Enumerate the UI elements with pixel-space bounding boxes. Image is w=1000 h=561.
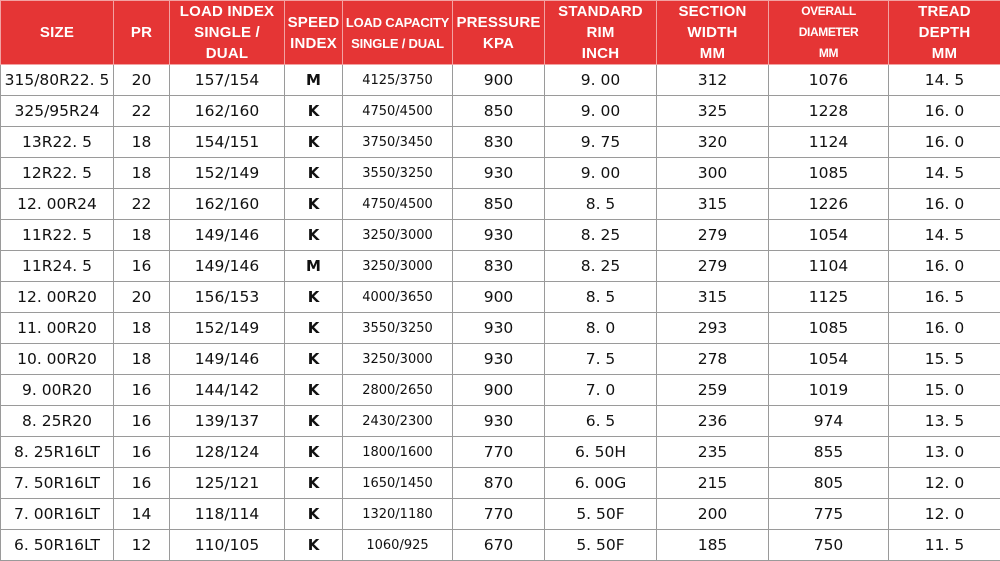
cell-size: 11R24. 5 [1, 251, 114, 282]
cell-tread-depth: 13. 5 [889, 406, 1000, 437]
header-row [1, 1, 1000, 65]
cell-standard-rim: 5. 50F [545, 530, 657, 561]
cell-pressure: 930 [453, 220, 545, 251]
cell-pr: 18 [114, 344, 170, 375]
cell-section-width: 312 [657, 65, 769, 96]
cell-section-width: 315 [657, 282, 769, 313]
cell-load-capacity: 1060/925 [343, 530, 453, 561]
cell-pr: 22 [114, 189, 170, 220]
cell-pr: 16 [114, 406, 170, 437]
cell-load-index: 128/124 [170, 437, 285, 468]
cell-tread-depth: 14. 5 [889, 220, 1000, 251]
header-load-capacity [343, 1, 453, 65]
cell-size: 11R22. 5 [1, 220, 114, 251]
header-standard-rim [545, 1, 657, 65]
cell-tread-depth: 11. 5 [889, 530, 1000, 561]
cell-section-width: 320 [657, 127, 769, 158]
cell-tread-depth: 16. 5 [889, 282, 1000, 313]
cell-speed-index: K [285, 437, 343, 468]
cell-standard-rim: 8. 5 [545, 189, 657, 220]
cell-load-capacity: 1650/1450 [343, 468, 453, 499]
cell-section-width: 325 [657, 96, 769, 127]
cell-load-index: 156/153 [170, 282, 285, 313]
table-row [1, 251, 1000, 282]
cell-section-width: 293 [657, 313, 769, 344]
cell-load-capacity: 3250/3000 [343, 220, 453, 251]
table-row [1, 344, 1000, 375]
cell-section-width: 235 [657, 437, 769, 468]
cell-overall-diameter: 1104 [769, 251, 889, 282]
cell-pr: 16 [114, 251, 170, 282]
header-pressure-line-2: KPA [483, 35, 514, 52]
cell-pr: 18 [114, 220, 170, 251]
table-row [1, 499, 1000, 530]
cell-tread-depth: 16. 0 [889, 189, 1000, 220]
cell-tread-depth: 16. 0 [889, 96, 1000, 127]
cell-speed-index: K [285, 158, 343, 189]
cell-speed-index: K [285, 468, 343, 499]
cell-load-capacity: 4750/4500 [343, 96, 453, 127]
cell-load-index: 125/121 [170, 468, 285, 499]
cell-size: 7. 00R16LT [1, 499, 114, 530]
header-standard-rim-line-1: STANDARD RIM [558, 3, 643, 41]
cell-pressure: 930 [453, 313, 545, 344]
cell-standard-rim: 7. 0 [545, 375, 657, 406]
cell-standard-rim: 8. 0 [545, 313, 657, 344]
cell-pressure: 870 [453, 468, 545, 499]
cell-tread-depth: 13. 0 [889, 437, 1000, 468]
cell-tread-depth: 16. 0 [889, 127, 1000, 158]
cell-speed-index: K [285, 282, 343, 313]
cell-load-capacity: 2430/2300 [343, 406, 453, 437]
cell-load-index: 154/151 [170, 127, 285, 158]
header-section-width-line-1: SECTION WIDTH [678, 3, 746, 41]
cell-load-capacity: 2800/2650 [343, 375, 453, 406]
header-pr-line-1: PR [131, 24, 152, 41]
cell-pressure: 770 [453, 499, 545, 530]
cell-overall-diameter: 775 [769, 499, 889, 530]
table-row [1, 437, 1000, 468]
table-row [1, 313, 1000, 344]
cell-overall-diameter: 974 [769, 406, 889, 437]
header-pressure-line-1: PRESSURE [456, 14, 540, 31]
table-row [1, 468, 1000, 499]
header-pressure [453, 1, 545, 65]
cell-section-width: 185 [657, 530, 769, 561]
cell-tread-depth: 12. 0 [889, 468, 1000, 499]
table-header [1, 1, 1000, 65]
cell-load-capacity: 3250/3000 [343, 344, 453, 375]
cell-tread-depth: 16. 0 [889, 251, 1000, 282]
cell-standard-rim: 8. 25 [545, 251, 657, 282]
table-row [1, 220, 1000, 251]
cell-pr: 22 [114, 96, 170, 127]
cell-speed-index: K [285, 313, 343, 344]
cell-standard-rim: 9. 00 [545, 65, 657, 96]
cell-load-capacity: 3550/3250 [343, 158, 453, 189]
cell-load-capacity: 1800/1600 [343, 437, 453, 468]
cell-speed-index: K [285, 530, 343, 561]
header-overall-diameter [769, 1, 889, 65]
table-row [1, 282, 1000, 313]
cell-section-width: 279 [657, 220, 769, 251]
cell-overall-diameter: 1125 [769, 282, 889, 313]
header-overall-diameter-line-2: MM [819, 46, 838, 60]
cell-overall-diameter: 805 [769, 468, 889, 499]
cell-speed-index: K [285, 375, 343, 406]
cell-pressure: 900 [453, 375, 545, 406]
cell-pr: 12 [114, 530, 170, 561]
header-tread-depth [889, 1, 1000, 65]
cell-load-index: 149/146 [170, 220, 285, 251]
header-tread-depth-line-2: MM [932, 45, 957, 62]
cell-pressure: 930 [453, 158, 545, 189]
cell-overall-diameter: 1085 [769, 313, 889, 344]
cell-speed-index: K [285, 406, 343, 437]
header-speed-index [285, 1, 343, 65]
cell-speed-index: M [285, 251, 343, 282]
cell-load-capacity: 4750/4500 [343, 189, 453, 220]
cell-size: 325/95R24 [1, 96, 114, 127]
cell-pressure: 850 [453, 96, 545, 127]
cell-tread-depth: 12. 0 [889, 499, 1000, 530]
cell-pressure: 670 [453, 530, 545, 561]
cell-load-index: 149/146 [170, 344, 285, 375]
cell-load-index: 118/114 [170, 499, 285, 530]
cell-pr: 16 [114, 375, 170, 406]
table-row [1, 158, 1000, 189]
cell-tread-depth: 15. 0 [889, 375, 1000, 406]
cell-section-width: 300 [657, 158, 769, 189]
cell-load-index: 152/149 [170, 158, 285, 189]
cell-standard-rim: 9. 00 [545, 158, 657, 189]
cell-load-index: 162/160 [170, 189, 285, 220]
header-speed-index-line-2: INDEX [290, 35, 337, 52]
table-body [1, 65, 1000, 561]
cell-speed-index: K [285, 96, 343, 127]
cell-load-index: 110/105 [170, 530, 285, 561]
cell-pr: 14 [114, 499, 170, 530]
header-size [1, 1, 114, 65]
cell-overall-diameter: 1019 [769, 375, 889, 406]
cell-pr: 20 [114, 65, 170, 96]
cell-section-width: 279 [657, 251, 769, 282]
cell-section-width: 200 [657, 499, 769, 530]
table-row [1, 65, 1000, 96]
cell-standard-rim: 8. 5 [545, 282, 657, 313]
cell-standard-rim: 9. 75 [545, 127, 657, 158]
cell-overall-diameter: 1124 [769, 127, 889, 158]
cell-load-index: 157/154 [170, 65, 285, 96]
table-row [1, 189, 1000, 220]
cell-overall-diameter: 1226 [769, 189, 889, 220]
header-load-capacity-line-2: SINGLE / DUAL [351, 36, 444, 51]
cell-overall-diameter: 1054 [769, 220, 889, 251]
cell-pr: 16 [114, 468, 170, 499]
cell-load-capacity: 4125/3750 [343, 65, 453, 96]
cell-standard-rim: 6. 50H [545, 437, 657, 468]
header-section-width-line-2: MM [700, 45, 725, 62]
cell-size: 8. 25R16LT [1, 437, 114, 468]
cell-load-index: 139/137 [170, 406, 285, 437]
cell-overall-diameter: 855 [769, 437, 889, 468]
header-load-index [170, 1, 285, 65]
cell-pr: 18 [114, 313, 170, 344]
cell-load-capacity: 4000/3650 [343, 282, 453, 313]
cell-pressure: 900 [453, 282, 545, 313]
cell-speed-index: M [285, 65, 343, 96]
cell-size: 12. 00R24 [1, 189, 114, 220]
cell-size: 12R22. 5 [1, 158, 114, 189]
cell-pressure: 830 [453, 251, 545, 282]
cell-section-width: 278 [657, 344, 769, 375]
cell-tread-depth: 14. 5 [889, 158, 1000, 189]
cell-load-index: 149/146 [170, 251, 285, 282]
cell-load-capacity: 3550/3250 [343, 313, 453, 344]
cell-standard-rim: 5. 50F [545, 499, 657, 530]
cell-size: 13R22. 5 [1, 127, 114, 158]
cell-speed-index: K [285, 189, 343, 220]
cell-pressure: 770 [453, 437, 545, 468]
header-tread-depth-line-1: TREAD DEPTH [918, 3, 971, 41]
cell-load-index: 162/160 [170, 96, 285, 127]
table-row [1, 406, 1000, 437]
cell-pressure: 930 [453, 406, 545, 437]
header-pr [114, 1, 170, 65]
cell-speed-index: K [285, 127, 343, 158]
cell-size: 9. 00R20 [1, 375, 114, 406]
table-row [1, 127, 1000, 158]
cell-size: 12. 00R20 [1, 282, 114, 313]
cell-pressure: 900 [453, 65, 545, 96]
cell-size: 7. 50R16LT [1, 468, 114, 499]
header-load-index-line-1: LOAD INDEX [180, 3, 275, 20]
cell-standard-rim: 8. 25 [545, 220, 657, 251]
cell-speed-index: K [285, 344, 343, 375]
cell-load-capacity: 3750/3450 [343, 127, 453, 158]
cell-size: 6. 50R16LT [1, 530, 114, 561]
cell-pressure: 850 [453, 189, 545, 220]
cell-overall-diameter: 1076 [769, 65, 889, 96]
cell-speed-index: K [285, 499, 343, 530]
cell-standard-rim: 7. 5 [545, 344, 657, 375]
header-overall-diameter-line-1: OVERALL DIAMETER [799, 4, 858, 39]
cell-load-index: 152/149 [170, 313, 285, 344]
cell-pressure: 830 [453, 127, 545, 158]
cell-tread-depth: 15. 5 [889, 344, 1000, 375]
cell-load-capacity: 3250/3000 [343, 251, 453, 282]
cell-pr: 20 [114, 282, 170, 313]
header-section-width [657, 1, 769, 65]
cell-section-width: 215 [657, 468, 769, 499]
cell-tread-depth: 16. 0 [889, 313, 1000, 344]
cell-section-width: 236 [657, 406, 769, 437]
table-row [1, 375, 1000, 406]
header-standard-rim-line-2: INCH [582, 45, 619, 62]
cell-size: 315/80R22. 5 [1, 65, 114, 96]
table-row [1, 96, 1000, 127]
header-size-line-1: SIZE [40, 24, 74, 41]
cell-load-index: 144/142 [170, 375, 285, 406]
cell-pr: 18 [114, 127, 170, 158]
cell-pr: 16 [114, 437, 170, 468]
header-load-index-line-2: SINGLE / DUAL [194, 24, 260, 62]
cell-overall-diameter: 1054 [769, 344, 889, 375]
cell-standard-rim: 6. 5 [545, 406, 657, 437]
cell-overall-diameter: 1085 [769, 158, 889, 189]
cell-size: 10. 00R20 [1, 344, 114, 375]
cell-tread-depth: 14. 5 [889, 65, 1000, 96]
cell-pressure: 930 [453, 344, 545, 375]
cell-load-capacity: 1320/1180 [343, 499, 453, 530]
cell-standard-rim: 6. 00G [545, 468, 657, 499]
cell-section-width: 259 [657, 375, 769, 406]
cell-standard-rim: 9. 00 [545, 96, 657, 127]
cell-size: 8. 25R20 [1, 406, 114, 437]
cell-speed-index: K [285, 220, 343, 251]
header-speed-index-line-1: SPEED [288, 14, 340, 31]
header-load-capacity-line-1: LOAD CAPACITY [346, 15, 449, 30]
cell-overall-diameter: 1228 [769, 96, 889, 127]
cell-pr: 18 [114, 158, 170, 189]
cell-section-width: 315 [657, 189, 769, 220]
table-row [1, 530, 1000, 561]
cell-overall-diameter: 750 [769, 530, 889, 561]
cell-size: 11. 00R20 [1, 313, 114, 344]
